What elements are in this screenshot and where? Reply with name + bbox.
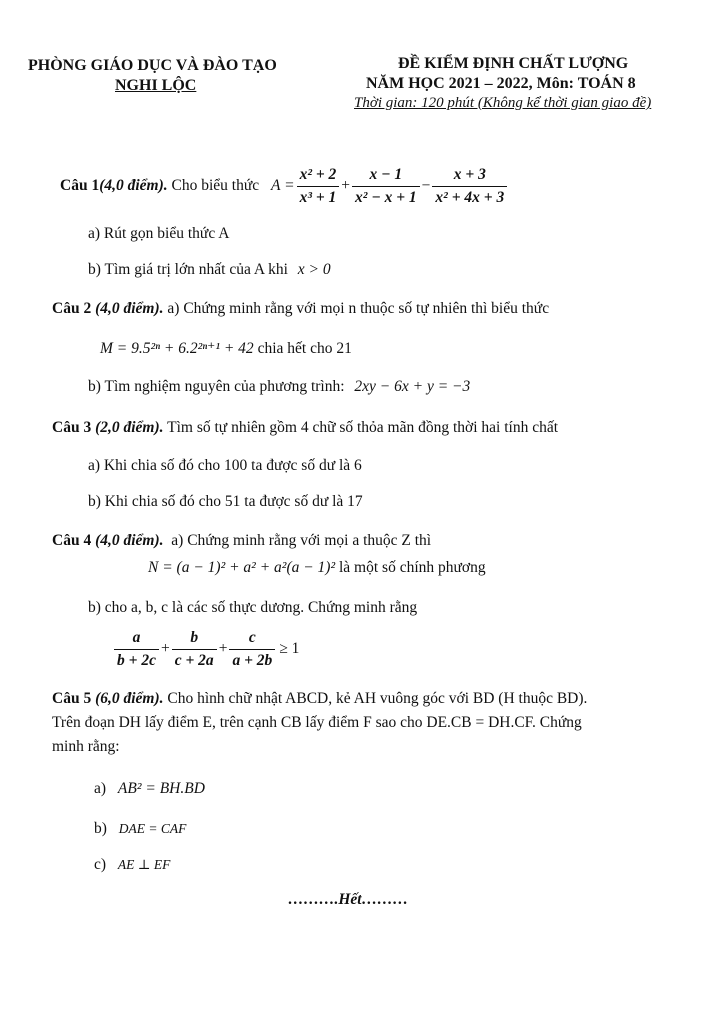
q2-part-b-equation: 2xy − 6x + y = −3: [354, 378, 471, 395]
q4-text: a) Chứng minh rằng với mọi a thuộc Z thì: [163, 532, 432, 549]
q1-fraction-1: [297, 166, 340, 207]
q4-fraction-1-num: a: [114, 629, 159, 650]
header-department: PHÒNG GIÁO DỤC VÀ ĐÀO TẠO: [28, 57, 277, 74]
q5-part-a: [94, 780, 205, 798]
q1-fraction-3-den: x² + 4x + 3: [435, 188, 505, 206]
question-2: [52, 300, 549, 318]
q1-part-b-text: b) Tìm giá trị lớn nhất của A khi: [88, 261, 288, 278]
q3-points: (2,0 điểm).: [91, 419, 164, 436]
q2-expr: M = 9.5²ⁿ + 6.2²ⁿ⁺¹ + 42: [100, 340, 254, 357]
question-1: [60, 160, 509, 212]
q5-line-1: Cho hình chữ nhật ABCD, kẻ AH vuông góc với BD (H thuộc BD).: [163, 690, 588, 707]
q4-fraction-3-num: c: [229, 629, 275, 650]
q4-fraction-2-num: b: [172, 629, 217, 650]
q1-fraction-3: [432, 166, 507, 207]
q1-text: Cho biểu thức: [167, 177, 264, 194]
end-marker: ……….Hết………: [288, 891, 409, 908]
q4-part-b: b) cho a, b, c là các số thực dương. Chứng minh rằng: [88, 599, 418, 616]
q4-fraction-3: [229, 629, 275, 670]
q5-part-a-label: a): [94, 780, 107, 797]
q4-plus-1: +: [160, 640, 170, 657]
q1-expr-lhs: A =: [271, 177, 295, 194]
q4-expression: [148, 559, 486, 577]
q5-part-b-math: DAE = CAF: [118, 821, 187, 836]
q4-plus-2: +: [218, 640, 228, 657]
q4-points: (4,0 điểm).: [91, 532, 164, 549]
q4-label: Câu 4: [52, 532, 92, 549]
q5-part-c-label: c): [94, 856, 107, 873]
q1-op-plus: +: [341, 177, 351, 194]
question-4: [52, 532, 431, 550]
q4-fraction-2-den: c + 2a: [174, 651, 214, 669]
header-exam-title: ĐỀ KIỂM ĐỊNH CHẤT LƯỢNG: [398, 55, 629, 72]
q1-fraction-1-num: x² + 2: [297, 166, 340, 187]
q5-line-3: minh rằng:: [52, 738, 120, 755]
q1-fraction-1-den: x³ + 1: [299, 188, 337, 206]
q3-part-b: b) Khi chia số đó cho 51 ta được số dư là 17: [88, 493, 363, 510]
q1-fraction-3-num: x + 3: [432, 166, 507, 187]
q4-fraction-3-den: a + 2b: [232, 651, 273, 669]
q2-label: Câu 2: [52, 300, 92, 317]
q1-part-b-condition: x > 0: [297, 261, 331, 278]
q2-expr-tail: chia hết cho 21: [253, 340, 352, 357]
q2-text: a) Chứng minh rằng với mọi n thuộc số tự nhiên thì biểu thức: [163, 300, 550, 317]
q4-fraction-2: [172, 629, 217, 670]
q5-label: Câu 5: [52, 690, 92, 707]
q1-label: Câu 1: [60, 177, 100, 194]
header-time: Thời gian: 120 phút (Không kể thời gian giao đề): [354, 95, 652, 111]
question-5: [52, 690, 587, 708]
q5-part-a-math: AB² = BH.BD: [117, 780, 205, 797]
q4-inequality-rhs: ≥ 1: [279, 640, 300, 657]
q1-fraction-2-num: x − 1: [352, 166, 420, 187]
q2-points: (4,0 điểm).: [91, 300, 164, 317]
q3-label: Câu 3: [52, 419, 92, 436]
q4-fraction-1: [114, 629, 159, 670]
q1-fraction-2: [352, 166, 420, 207]
q5-part-b-label: b): [94, 820, 107, 837]
q3-part-a: a) Khi chia số đó cho 100 ta được số dư là 6: [88, 457, 362, 474]
q5-part-c-math: AE ⊥ EF: [117, 857, 171, 872]
q2-part-b-text: b) Tìm nghiệm nguyên của phương trình:: [88, 378, 345, 395]
q1-fraction-2-den: x² − x + 1: [355, 188, 417, 206]
q2-expression: [100, 339, 352, 358]
q1-part-b: [88, 261, 331, 279]
question-3: [52, 419, 558, 437]
q5-points: (6,0 điểm).: [91, 690, 164, 707]
q4-inequality: [112, 625, 299, 673]
header-school-year: NĂM HỌC 2021 – 2022, Môn: TOÁN 8: [366, 75, 636, 92]
q5-line-2: Trên đoạn DH lấy điểm E, trên cạnh CB lấy điểm F sao cho DE.CB = DH.CF. Chứng: [52, 714, 582, 731]
q5-part-b: [94, 820, 186, 838]
q1-op-minus: −: [421, 177, 431, 194]
q4-fraction-1-den: b + 2c: [117, 651, 156, 669]
q3-text: Tìm số tự nhiên gồm 4 chữ số thỏa mãn đồng thời hai tính chất: [163, 419, 559, 436]
q1-points: (4,0 điểm).: [99, 177, 168, 194]
q2-part-b: [88, 378, 470, 396]
q1-part-a: a) Rút gọn biểu thức A: [88, 225, 230, 242]
q5-part-c: [94, 856, 170, 874]
q4-expr-tail: là một số chính phương: [335, 559, 486, 576]
q4-expr: N = (a − 1)² + a² + a²(a − 1)²: [148, 559, 336, 576]
header-district: NGHI LỘC: [115, 77, 197, 94]
